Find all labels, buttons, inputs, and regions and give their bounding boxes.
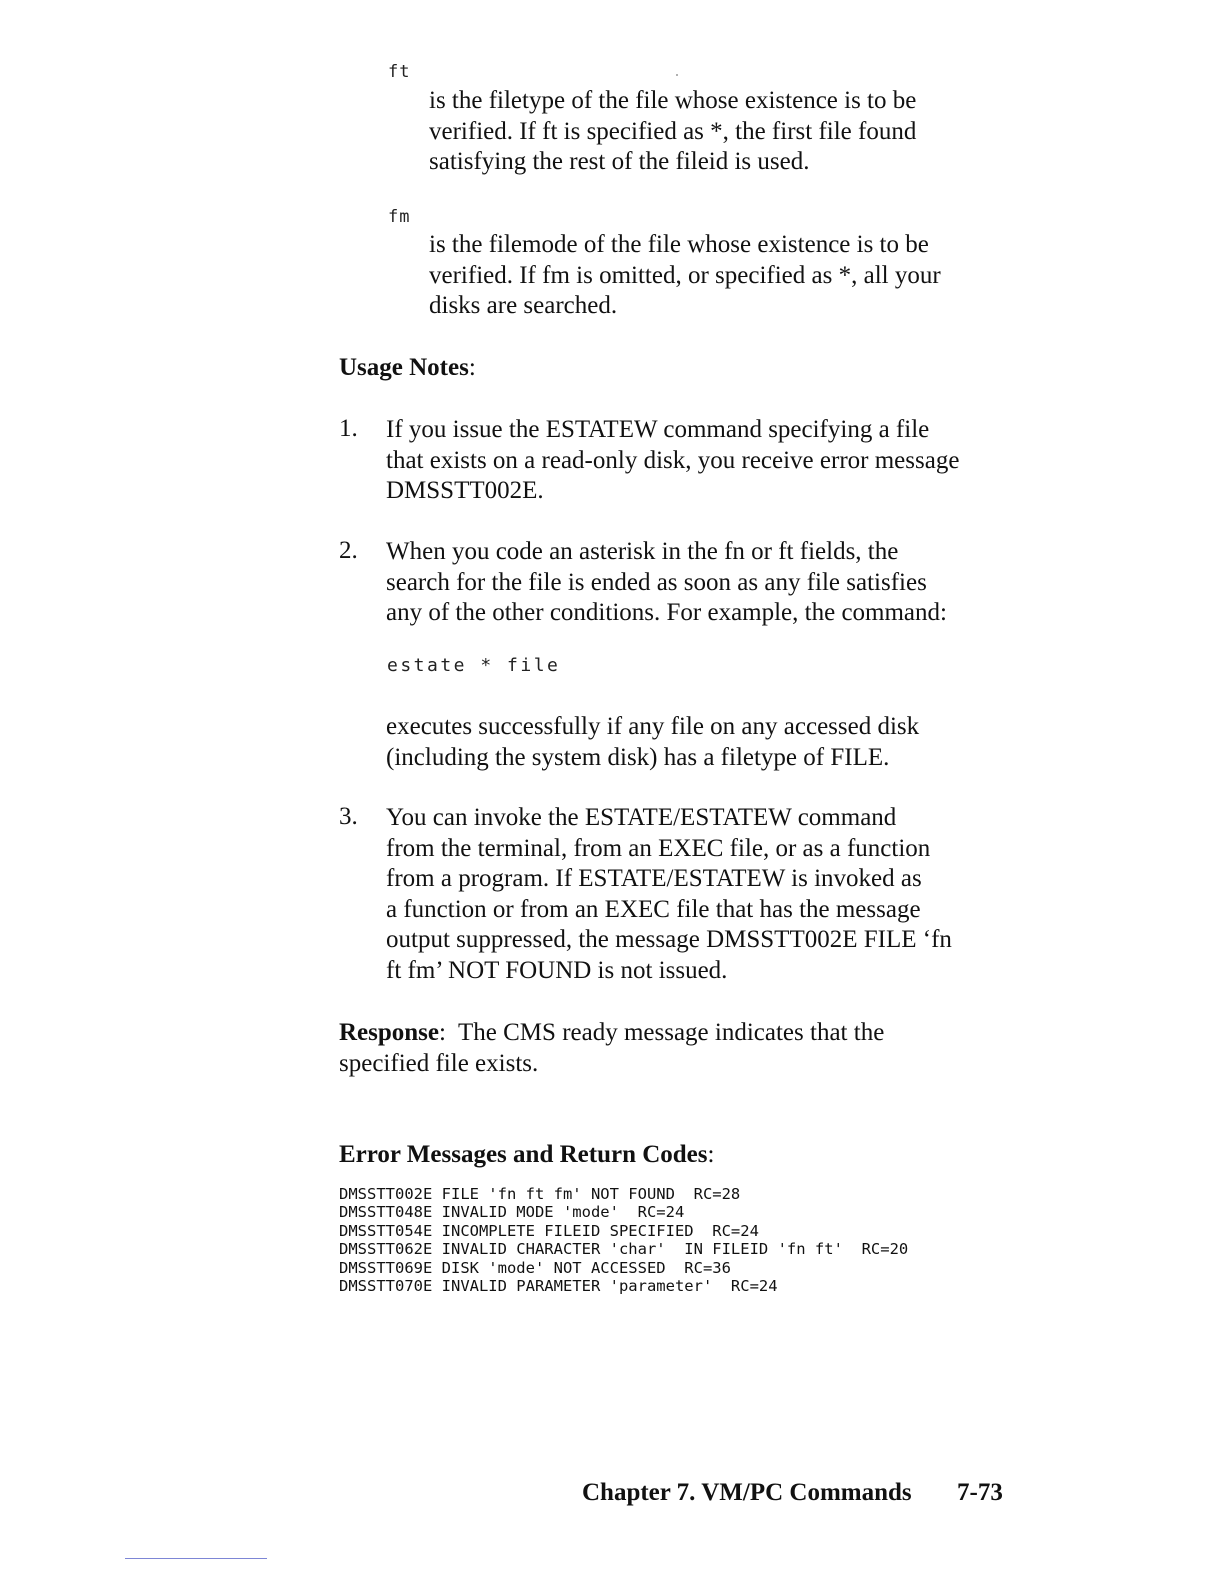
text-line: that exists on a read-only disk, you receive error message — [386, 446, 960, 474]
text-line: is the filemode of the file whose existence is to be — [429, 231, 929, 258]
text-line: from a program. If ESTATE/ESTATEW is invoked as — [386, 865, 922, 892]
text-line: You can invoke the ESTATE/ESTATEW command — [386, 804, 897, 831]
param-fm-name: fm — [388, 207, 411, 227]
usage-note-2-text — [386, 537, 947, 629]
text-line: DMSSTT002E. — [386, 477, 544, 504]
text-line: (including the system disk) has a filetype of FILE. — [386, 743, 890, 771]
error-message-row: DMSSTT048E INVALID MODE 'mode' RC=24 — [339, 1203, 685, 1222]
example-command: estate * file — [387, 655, 561, 676]
error-message-row: DMSSTT054E INCOMPLETE FILEID SPECIFIED RC=24 — [339, 1221, 759, 1240]
usage-note-1-number: 1. — [339, 415, 358, 442]
response-section — [339, 1018, 884, 1079]
error-messages-title: Error Messages and Return Codes — [339, 1141, 708, 1168]
text-line: disks are searched. — [429, 292, 618, 319]
bottom-rule — [125, 1558, 267, 1559]
response-text: The CMS ready message indicates that the — [445, 1019, 885, 1046]
response-line-1 — [339, 1018, 884, 1049]
usage-notes-title: Usage Notes — [339, 354, 469, 381]
text-line: ft fm’ NOT FOUND is not issued. — [386, 956, 728, 984]
text-line: executes successfully if any file on any accessed disk — [386, 713, 920, 740]
text-line: When you code an asterisk in the fn or ft fields, the — [386, 538, 899, 565]
text-line: is the filetype of the file whose existence is to be — [429, 87, 917, 114]
param-fm-description — [429, 230, 941, 322]
usage-note-3-number: 3. — [339, 803, 358, 830]
scan-speck — [676, 74, 678, 76]
usage-note-3-text — [386, 803, 952, 986]
error-message-row: DMSSTT062E INVALID CHARACTER 'char' IN FILEID 'fn ft' RC=20 — [339, 1240, 909, 1259]
error-message-row: DMSSTT070E INVALID PARAMETER 'parameter' RC=24 — [339, 1277, 778, 1296]
usage-notes-colon: : — [468, 354, 476, 381]
usage-note-2-number: 2. — [339, 537, 358, 564]
error-message-row: DMSSTT069E DISK 'mode' NOT ACCESSED RC=36 — [339, 1258, 731, 1277]
text-line: If you issue the ESTATEW command specifying a file — [386, 416, 930, 443]
response-label: Response — [339, 1019, 440, 1046]
text-line: verified. If ft is specified as *, the first file found — [429, 117, 917, 145]
param-ft-name: ft — [388, 62, 411, 82]
usage-notes-heading — [339, 353, 476, 384]
param-ft-description — [429, 86, 916, 178]
text-line: output suppressed, the message DMSSTT002E FILE ‘fn — [386, 926, 952, 953]
usage-note-2-continuation — [386, 712, 919, 773]
text-line: a function or from an EXEC file that has the message — [386, 895, 921, 923]
text-line: search for the file is ended as soon as any file satisfies — [386, 568, 927, 596]
response-line-2: specified file exists. — [339, 1049, 539, 1077]
text-line: verified. If fm is omitted, or specified as *, all your — [429, 261, 941, 289]
usage-note-1-text — [386, 415, 959, 507]
error-messages-list — [339, 1185, 908, 1295]
footer-chapter-title: Chapter 7. VM/PC Commands — [582, 1479, 912, 1506]
text-line: from the terminal, from an EXEC file, or as a function — [386, 834, 931, 862]
text-line: any of the other conditions. For example, the command: — [386, 599, 947, 626]
error-messages-colon: : — [707, 1141, 715, 1168]
footer-page-number: 7-73 — [957, 1479, 1003, 1506]
error-messages-heading — [339, 1140, 714, 1171]
text-line: satisfying the rest of the fileid is used. — [429, 148, 810, 175]
response-colon: : — [439, 1019, 446, 1046]
error-message-row: DMSSTT002E FILE 'fn ft fm' NOT FOUND RC=28 — [339, 1185, 741, 1203]
